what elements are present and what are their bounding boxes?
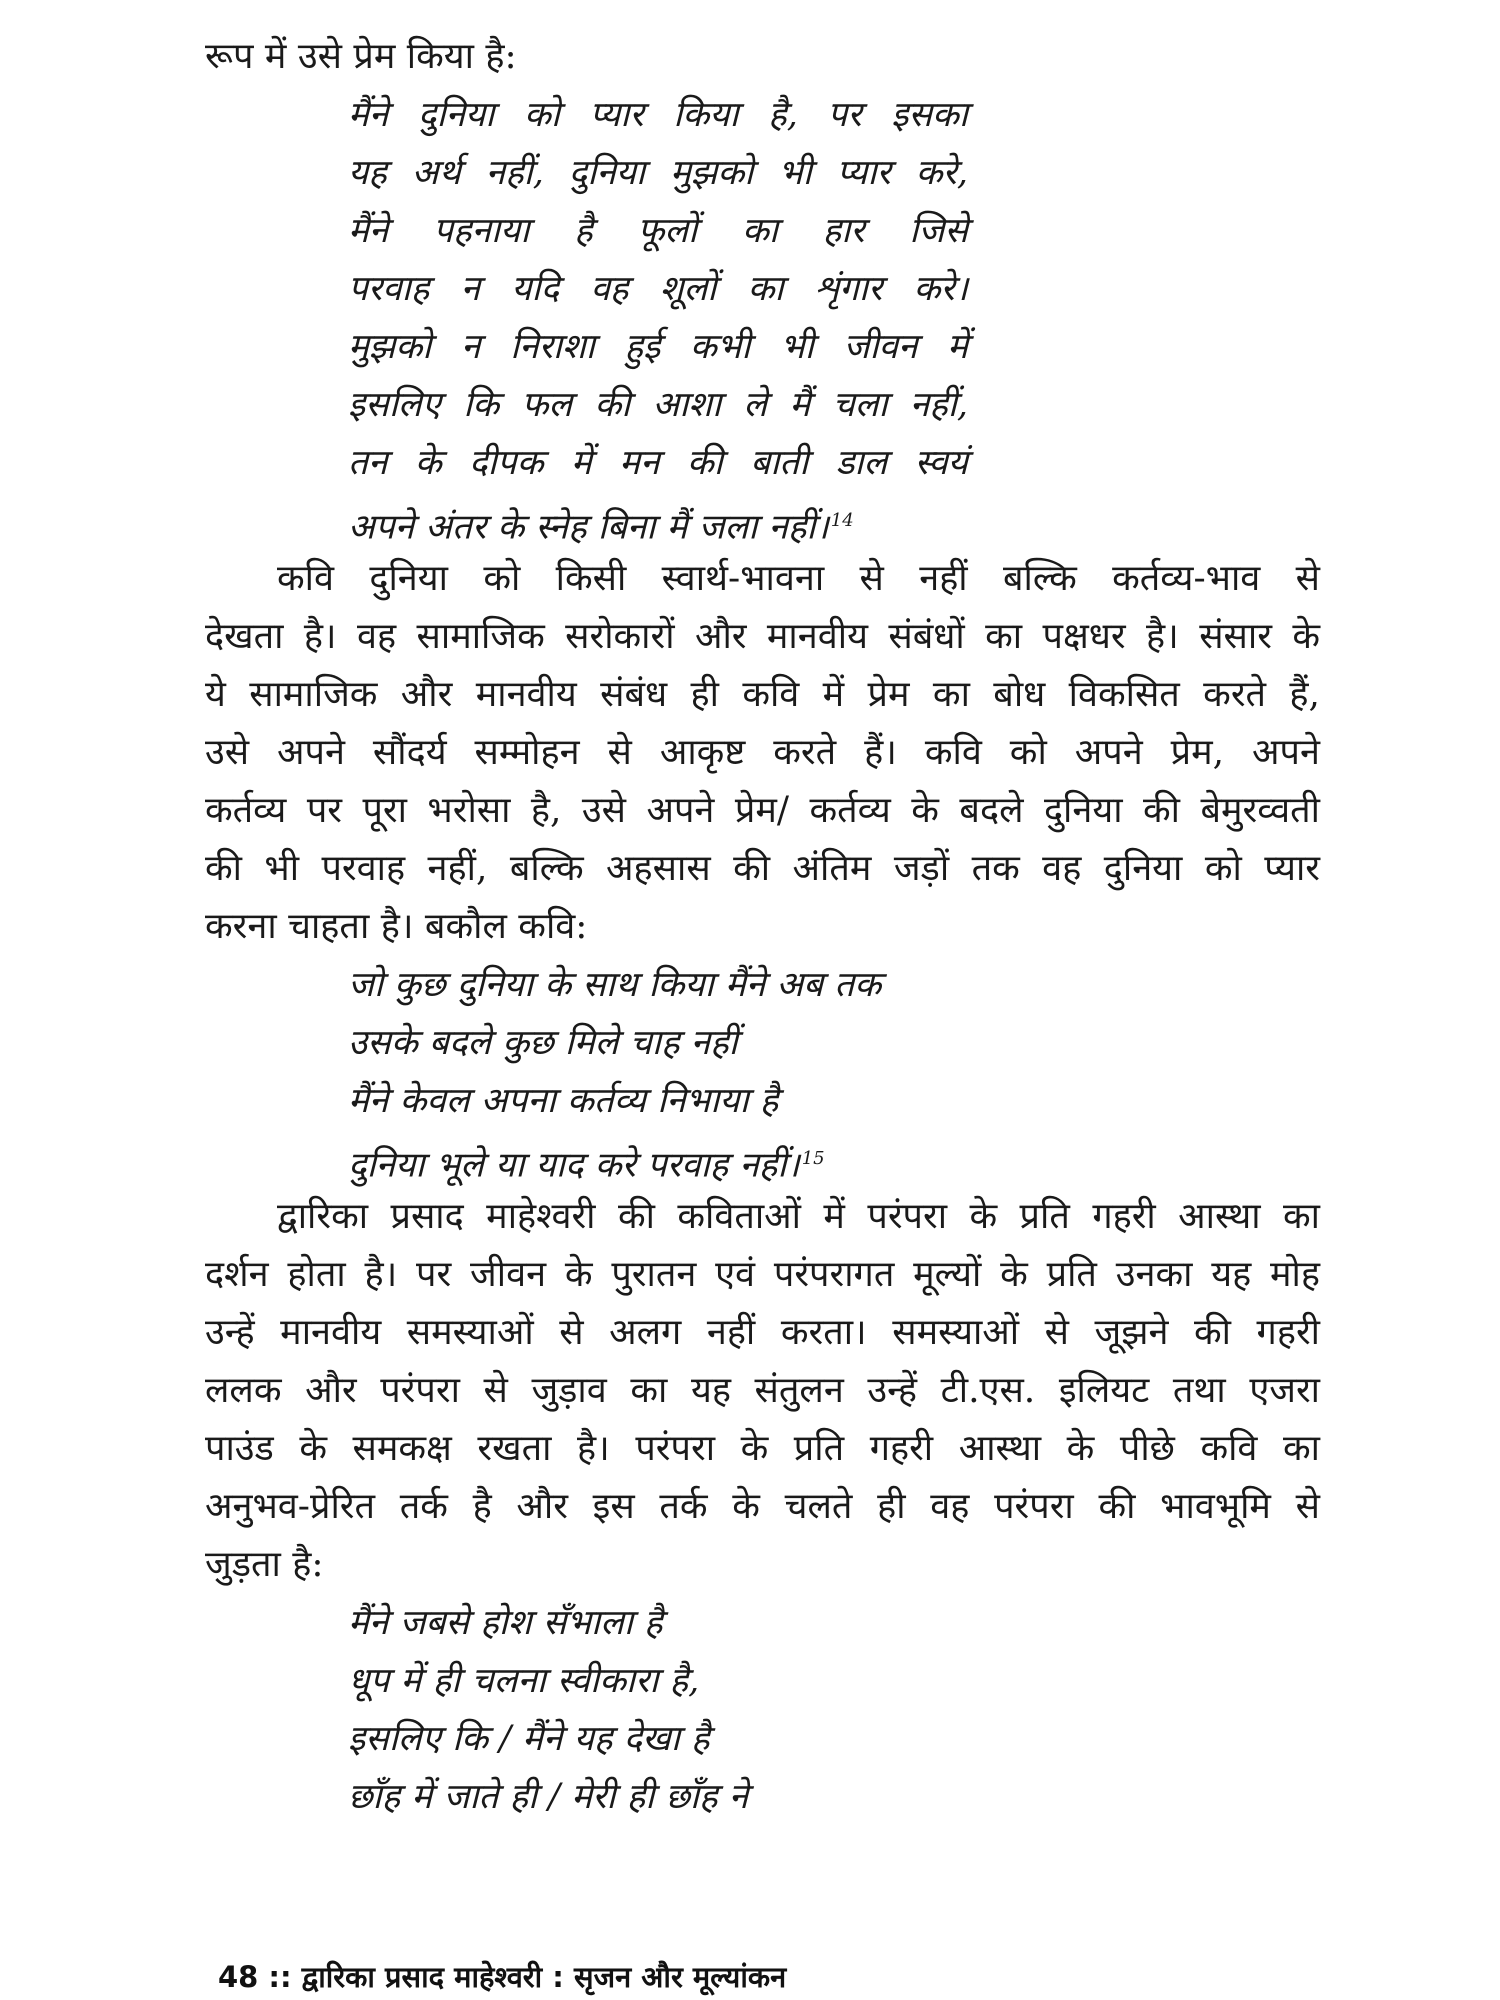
poem-line: इसलिए कि फल की आशा ले मैं चला नहीं, — [348, 385, 968, 425]
paragraph-line: ललक और परंपरा से जुड़ाव का यह संतुलन उन्हें टी.एस. इलियट तथा एजरा — [205, 1370, 1320, 1411]
poem-line: मैंने पहनाया है फूलों का हार जिसे — [348, 211, 968, 251]
poem-line-text: अपने अंतर के स्नेह बिना मैं जला नहीं। — [348, 507, 829, 548]
book-title: द्वारिका प्रसाद माहेश्वरी : सृजन और मूल्यांकन — [301, 1960, 787, 1994]
poem-line: इसलिए कि / मैंने यह देखा है — [348, 1719, 710, 1759]
poem-line-with-footnote — [205, 492, 1320, 550]
paragraph-line: पाउंड के समकक्ष रखता है। परंपरा के प्रति गहरी आस्था के पीछे कवि का — [205, 1428, 1320, 1469]
poem-line: मैंने जबसे होश सँभाला है — [348, 1603, 663, 1643]
poem-line: उसके बदले कुछ मिले चाह नहीं — [348, 1023, 738, 1063]
page-footer — [218, 1957, 796, 1996]
paragraph-line: उन्हें मानवीय समस्याओं से अलग नहीं करता। समस्याओं से जूझने की गहरी — [205, 1312, 1320, 1353]
paragraph-line: द्वारिका प्रसाद माहेश्वरी की कविताओं में परंपरा के प्रति गहरी आस्था का — [277, 1196, 1320, 1237]
poem-line: मैंने केवल अपना कर्तव्य निभाया है — [348, 1081, 779, 1121]
intro-line: रूप में उसे प्रेम किया है: — [205, 36, 517, 77]
paragraph-line: दर्शन होता है। पर जीवन के पुरातन एवं परंपरागत मूल्यों के प्रति उनका यह मोह — [205, 1254, 1320, 1295]
paragraph-2 — [205, 1188, 1320, 1594]
paragraph-line: जुड़ता है: — [205, 1544, 324, 1585]
poem-line: छाँह में जाते ही / मेरी ही छाँह ने — [348, 1777, 749, 1817]
poem-line: मुझको न निराशा हुई कभी भी जीवन में — [348, 327, 968, 367]
poem-line: तन के दीपक में मन की बाती डाल स्वयं — [348, 443, 968, 483]
page-number: 48 — [218, 1960, 259, 1994]
poem-stanza-3 — [205, 1594, 1320, 1826]
poem-line: धूप में ही चलना स्वीकारा है, — [348, 1661, 700, 1701]
paragraph-line: उसे अपने सौंदर्य सम्मोहन से आकृष्ट करते हैं। कवि को अपने प्रेम, अपने — [205, 732, 1320, 773]
paragraph-line: कर्तव्य पर पूरा भरोसा है, उसे अपने प्रेम/ कर्तव्य के बदले दुनिया की बेमुरव्वती — [205, 790, 1320, 831]
poem-stanza-2 — [205, 956, 1320, 1188]
paragraph-line: अनुभव-प्रेरित तर्क है और इस तर्क के चलते ही वह परंपरा की भावभूमि से — [205, 1486, 1320, 1527]
poem-line: यह अर्थ नहीं, दुनिया मुझको भी प्यार करे, — [348, 153, 968, 193]
poem-line: परवाह न यदि वह शूलों का शृंगार करे। — [348, 269, 968, 309]
poem-line-with-footnote — [205, 1130, 1320, 1188]
paragraph-1 — [205, 550, 1320, 956]
poem-stanza-1 — [205, 86, 1320, 550]
paragraph-line: की भी परवाह नहीं, बल्कि अहसास की अंतिम जड़ों तक वह दुनिया को प्यार — [205, 848, 1320, 889]
page-body — [205, 28, 1320, 1826]
paragraph-line: कवि दुनिया को किसी स्वार्थ-भावना से नहीं बल्कि कर्तव्य-भाव से — [277, 558, 1320, 599]
poem-line-text: दुनिया भूले या याद करे परवाह नहीं। — [348, 1145, 800, 1186]
paragraph-line: देखता है। वह सामाजिक सरोकारों और मानवीय संबंधों का पक्षधर है। संसार के — [205, 616, 1320, 657]
poem-line: जो कुछ दुनिया के साथ किया मैंने अब तक — [348, 965, 882, 1005]
footnote-ref-15: 15 — [801, 1148, 825, 1169]
paragraph-line: करना चाहता है। बकौल कवि: — [205, 906, 588, 947]
poem-line: मैंने दुनिया को प्यार किया है, पर इसका — [348, 95, 968, 135]
footnote-ref-14: 14 — [830, 510, 854, 531]
paragraph-line: ये सामाजिक और मानवीय संबंध ही कवि में प्रेम का बोध विकसित करते हैं, — [205, 674, 1320, 715]
footer-separator: :: — [268, 1960, 292, 1994]
